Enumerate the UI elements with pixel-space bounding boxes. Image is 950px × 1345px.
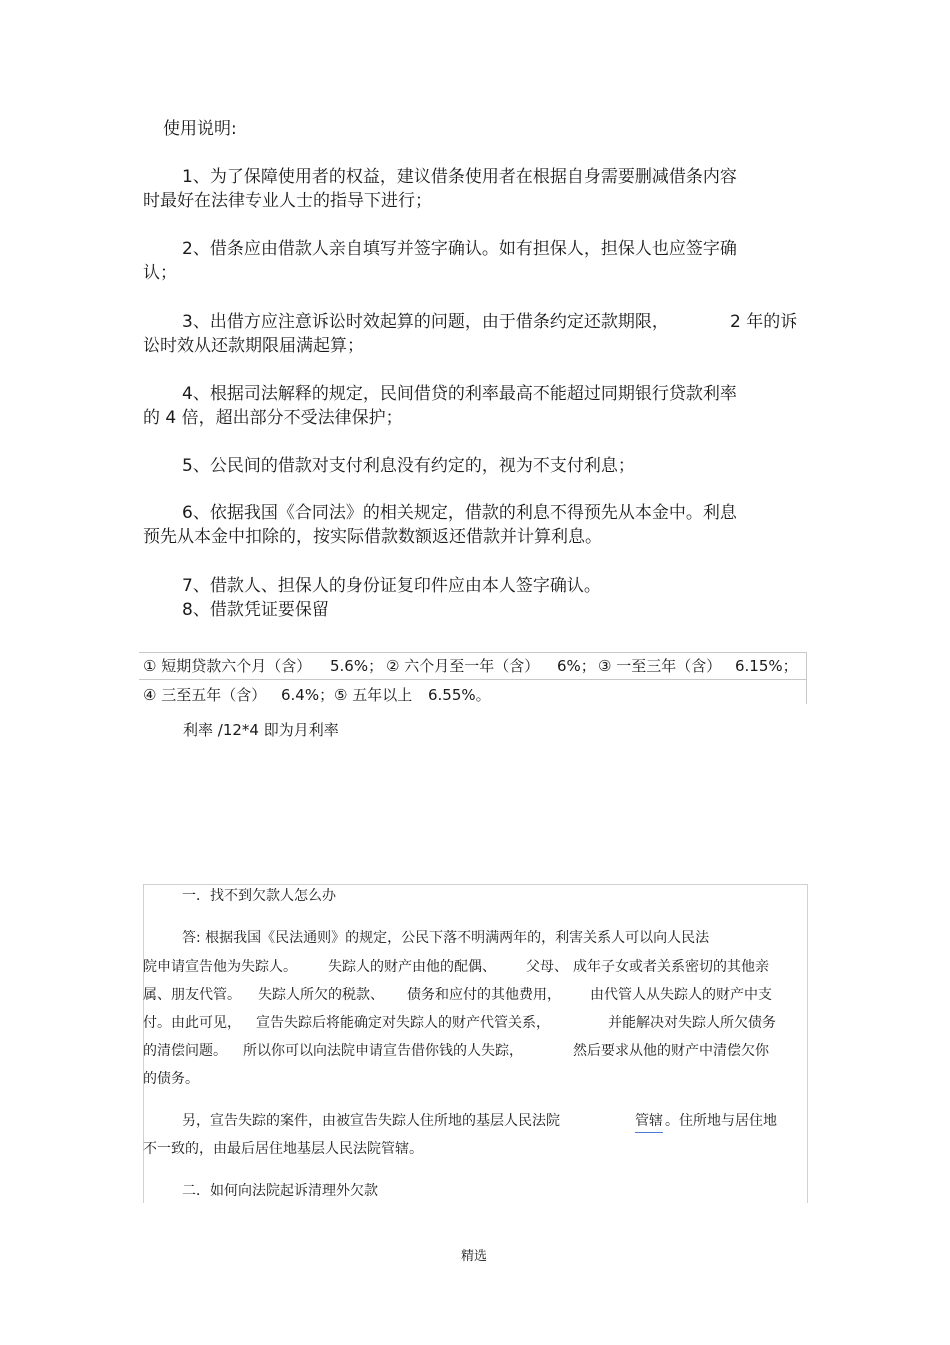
instruction-item-7: 7、借款人、担保人的身份证复印件应由本人签字确认。 [182, 576, 601, 596]
qa-answer-1-line-3d: 由代管人从失踪人的财产中支 [590, 987, 772, 1003]
rate-1-label: ① 短期贷款六个月（含） [143, 657, 312, 675]
instruction-item-1-line-2: 时最好在法律专业人士的指导下进行； [143, 191, 432, 211]
instruction-item-3-line-1a: 3、出借方应注意诉讼时效起算的问题，由于借条约定还款期限， [182, 312, 669, 332]
instruction-item-6-line-2: 预先从本金中扣除的，按实际借款数额返还借款并计算利息。 [143, 527, 602, 547]
qa-answer-1-line-1: 答: 根据我国《民法通则》的规定，公民下落不明满两年的，利害关系人可以向人民法 [182, 930, 710, 946]
qa-answer-1-line-2c: 父母、 [526, 959, 568, 975]
rate-4-value: 6.4%； [281, 686, 335, 704]
jurisdiction-link[interactable]: 管辖 [635, 1111, 663, 1133]
rate-3-value: 6.15%； [735, 657, 798, 675]
qa-answer-1-line-4b: 宣告失踪后将能确定对失踪人的财产代管关系， [256, 1015, 550, 1031]
qa-answer-1-line-3b: 失踪人所欠的税款、 [258, 987, 384, 1003]
qa-answer-1-line-3c: 债务和应付的其他费用， [407, 987, 561, 1003]
monthly-rate-note: 利率 /12*4 即为月利率 [183, 721, 339, 739]
instruction-item-3-line-1b: 2 年的诉 [730, 312, 798, 332]
instruction-item-4-line-2: 的 4 倍，超出部分不受法律保护； [143, 408, 403, 428]
rates-box-right-border [806, 652, 807, 704]
qa-answer-1-line-2a: 院申请宣告他为失踪人。 [143, 959, 297, 975]
rate-3-label: ③ 一至三年（含） [598, 657, 722, 675]
qa-answer-2-line-2: 不一致的，由最后居住地基层人民法院管辖。 [143, 1141, 423, 1157]
qa-answer-1-line-4a: 付。由此可见， [143, 1015, 241, 1031]
instruction-item-4-line-1: 4、根据司法解释的规定，民间借贷的利率最高不能超过同期银行贷款利率 [182, 384, 737, 404]
footer-label: 精选 [461, 1249, 488, 1264]
qa-answer-1-line-5a: 的清偿问题。 [143, 1043, 227, 1059]
instruction-item-2-line-1: 2、借条应由借款人亲自填写并签字确认。如有担保人，担保人也应签字确 [182, 239, 737, 259]
rate-5-value: 6.55%。 [428, 686, 491, 704]
instruction-item-8: 8、借款凭证要保留 [182, 600, 329, 620]
rate-2-label: ② 六个月至一年（含） [386, 657, 540, 675]
qa-answer-2-line-1b: 。住所地与居住地 [665, 1113, 777, 1129]
rates-box-top-border [139, 652, 807, 653]
instruction-item-1-line-1: 1、为了保障使用者的权益，建议借条使用者在根据自身需要删减借条内容 [182, 167, 737, 187]
instruction-item-3-line-2: 讼时效从还款期限届满起算； [143, 336, 364, 356]
rate-2-value: 6%； [557, 657, 596, 675]
qa-answer-1-line-2d: 成年子女或者关系密切的其他亲 [573, 959, 769, 975]
instruction-item-2-line-2: 认； [143, 263, 177, 283]
rates-box-middle-border [139, 679, 807, 680]
qa-answer-1-line-6: 的债务。 [143, 1071, 199, 1087]
qa-question-1: 一．找不到欠款人怎么办 [182, 888, 336, 904]
instruction-item-5: 5、公民间的借款对支付利息没有约定的，视为不支付利息； [182, 456, 635, 476]
rate-4-label: ④ 三至五年（含） [143, 686, 267, 704]
qa-question-2: 二．如何向法院起诉清理外欠款 [182, 1183, 378, 1199]
qa-answer-2-line-1a: 另，宣告失踪的案件，由被宣告失踪人住所地的基层人民法院 [182, 1113, 560, 1129]
rate-1-value: 5.6%； [330, 657, 384, 675]
qa-answer-1-line-5b: 所以你可以向法院申请宣告借你钱的人失踪， [243, 1043, 523, 1059]
qa-answer-1-line-5c: 然后要求从他的财产中清偿欠你 [573, 1043, 769, 1059]
qa-answer-1-line-2b: 失踪人的财产由他的配偶、 [328, 959, 496, 975]
instruction-item-6-line-1: 6、依据我国《合同法》的相关规定，借款的利息不得预先从本金中。利息 [182, 503, 737, 523]
rate-5-label: ⑤ 五年以上 [334, 686, 413, 704]
instructions-heading: 使用说明: [163, 119, 237, 139]
qa-answer-1-line-4c: 并能解决对失踪人所欠债务 [608, 1015, 776, 1031]
qa-answer-1-line-3a: 属、朋友代管。 [143, 987, 241, 1003]
